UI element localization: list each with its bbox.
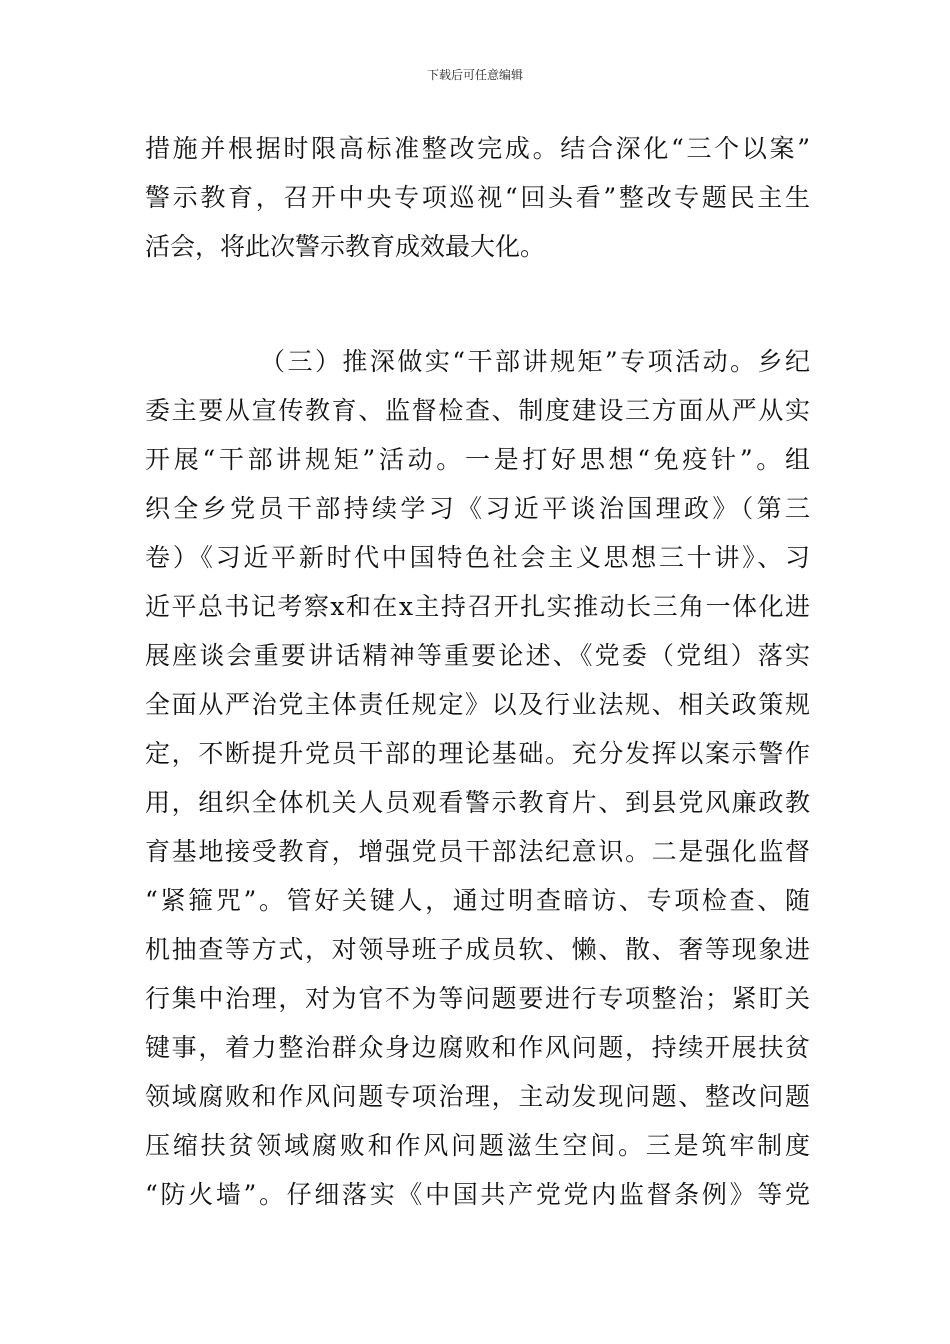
text-line: 开展“干部讲规矩”活动。一是打好思想“免疫针”。组 (145, 445, 810, 474)
text-line: 卷）《习近平新时代中国特色社会主义思想三十讲》、习 (145, 543, 810, 572)
text-line: “紧箍咒”。管好关键人，通过明查暗访、专项检查、随 (145, 886, 810, 915)
text-line: 委主要从宣传教育、监督检查、制度建设三方面从严从实 (145, 396, 810, 425)
text-line: 行集中治理，对为官不为等问题要进行专项整治；紧盯关 (145, 984, 810, 1013)
text-line: 措施并根据时限高标准整改完成。结合深化“三个以案” (145, 134, 810, 163)
text-line: （三）推深做实“干部讲规矩”专项活动。乡纪 (260, 347, 810, 376)
text-line: 近平总书记考察x和在x主持召开扎实推动长三角一体化进 (145, 592, 810, 621)
text-line: 领域腐败和作风问题专项治理，主动发现问题、整改问题 (145, 1082, 810, 1111)
text-line: 活会，将此次警示教育成效最大化。 (145, 232, 546, 261)
text-line: 育基地接受教育，增强党员干部法纪意识。二是强化监督 (145, 837, 810, 866)
text-line: 全面从严治党主体责任规定》以及行业法规、相关政策规 (145, 690, 810, 719)
text-line: 定，不断提升党员干部的理论基础。充分发挥以案示警作 (145, 739, 810, 768)
text-line: 压缩扶贫领域腐败和作风问题滋生空间。三是筑牢制度 (145, 1131, 810, 1160)
text-line: “防火墙”。仔细落实《中国共产党党内监督条例》等党 (145, 1180, 810, 1209)
text-line: 用，组织全体机关人员观看警示教育片、到县党风廉政教 (145, 788, 810, 817)
text-line: 织全乡党员干部持续学习《习近平谈治国理政》（第三 (145, 494, 810, 523)
page-header: 下载后可任意编辑 (426, 68, 523, 82)
paragraph-1 (145, 129, 810, 276)
text-line: 展座谈会重要讲话精神等重要论述、《党委（党组）落实 (145, 641, 810, 670)
document-body (145, 129, 810, 1224)
paragraph-2 (145, 342, 810, 1224)
paragraph-spacer (145, 276, 810, 342)
text-line: 机抽查等方式，对领导班子成员软、懒、散、奢等现象进 (145, 935, 810, 964)
text-line: 警示教育，召开中央专项巡视“回头看”整改专题民主生 (145, 183, 810, 212)
text-line: 键事，着力整治群众身边腐败和作风问题，持续开展扶贫 (145, 1033, 810, 1062)
